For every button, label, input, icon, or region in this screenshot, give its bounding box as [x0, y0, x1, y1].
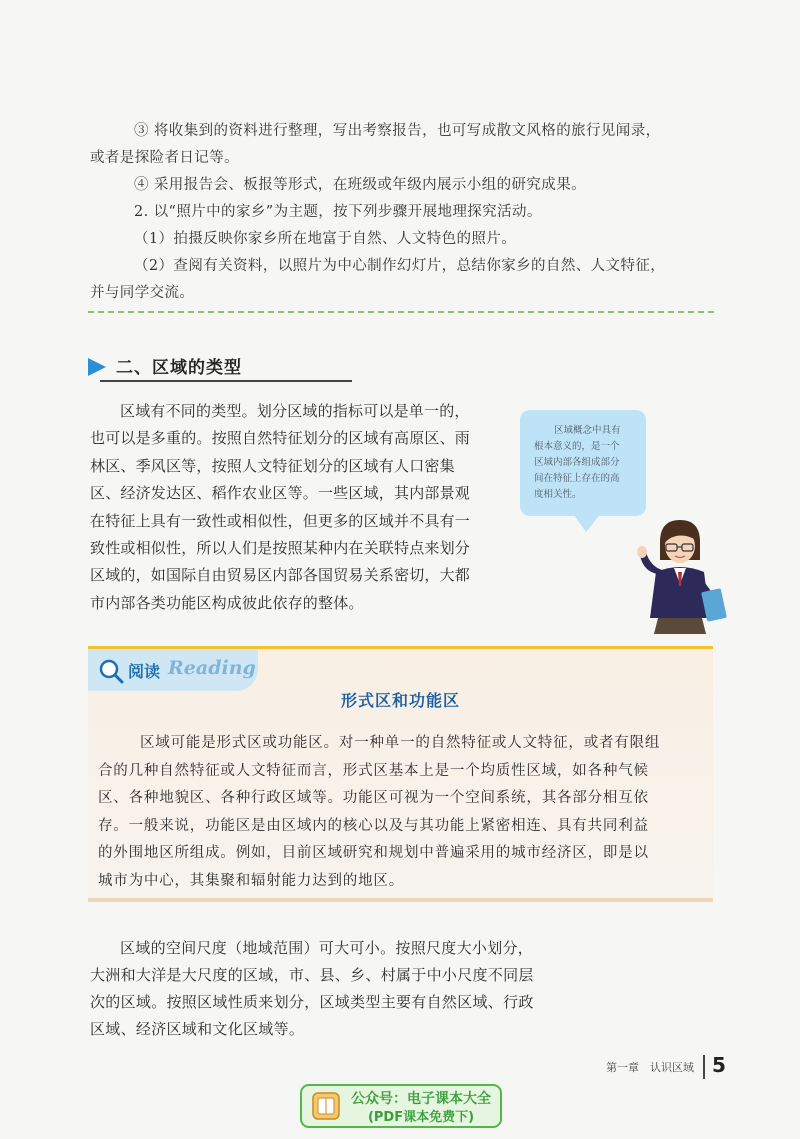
callout-line: 区域概念中具有 [554, 425, 621, 436]
footer-divider [703, 1055, 705, 1079]
activity-line: （1）拍摄反映你家乡所在地富于自然、人文特色的照片。 [134, 231, 517, 247]
reading-line: 区域可能是形式区或功能区。对一种单一的自然特征或人文特征，或者有限组 [140, 735, 661, 751]
chapter-label: 第一章 认识区域 [606, 1061, 694, 1074]
reading-line: 合的几种自然特征或人文特征而言，形式区基本上是一个均质性区域，如各种气候 [98, 762, 649, 779]
reading-line: 城市为中心，其集聚和辐射能力达到的地区。 [98, 872, 404, 889]
paragraph-line: 市内部各类功能区构成彼此依存的整体。 [90, 595, 364, 612]
activity-line: 2. 以“照片中的家乡”为主题，按下列步骤开展地理探究活动。 [134, 204, 542, 220]
activity-line: 并与同学交流。 [90, 285, 195, 301]
callout-text [534, 423, 636, 503]
callout-tail [572, 512, 602, 532]
reading-tab [88, 649, 258, 691]
activity-line: ④ 采用报告会、板报等形式，在班级或年级内展示小组的研究成果。 [134, 177, 587, 193]
reading-line: 存。一般来说，功能区是由区域内的核心以及与其功能上紧密相连、具有共同利益 [98, 817, 649, 834]
paragraph-line: 致性或相似性，所以人们是按照某种内在关联特点来划分 [90, 540, 471, 557]
paragraph-line: 也可以是多重的。按照自然特征划分的区域有高原区、雨 [90, 431, 471, 448]
reading-label-cn: 阅读 [128, 662, 161, 681]
reading-label-en: Reading [168, 657, 256, 679]
section-divider [88, 311, 714, 313]
paragraph-line: 大洲和大洋是大尺度的区域，市、县、乡、村属于中小尺度不同层 [90, 968, 534, 984]
book-icon [310, 1090, 342, 1122]
paragraph-line: 区、经济发达区、稻作农业区等。一些区域，其内部景观 [90, 486, 471, 503]
reading-line: 的外围地区所组成。例如，目前区域研究和规划中普遍采用的城市经济区，即是以 [98, 845, 649, 862]
activity-line: 或者是探险者日记等。 [90, 150, 239, 166]
activity-line: ③ 将收集到的资料进行整理，写出考察报告，也可写成散文风格的旅行见闻录， [134, 123, 661, 139]
reading-line: 区、各种地貌区、各种行政区域等。功能区可视为一个空间系统，其各部分相互依 [98, 790, 649, 807]
callout-line: 间在特征上存在的高 [534, 473, 620, 484]
heading-underline [100, 380, 352, 382]
watermark-line: (PDF课本免费下) [367, 1110, 475, 1125]
spatial-scale-paragraph [90, 936, 570, 1044]
section-heading-text: 二、区域的类型 [116, 358, 242, 378]
reading-box [88, 646, 713, 902]
reading-bottom-border [88, 898, 713, 902]
paragraph-line: 次的区域。按照区域性质来划分，区域类型主要有自然区域、行政 [90, 995, 534, 1011]
magnifier-icon [98, 658, 124, 684]
callout-line: 度相关性。 [534, 489, 582, 500]
paragraph-line: 区域、经济区域和文化区域等。 [90, 1022, 305, 1038]
paragraph-line: 区域有不同的类型。划分区域的指标可以是单一的， [120, 404, 470, 420]
callout-line: 区域内部各组成部分 [534, 457, 620, 468]
callout-line: 根本意义的，是一个 [534, 441, 620, 452]
triangle-marker-icon [88, 358, 106, 376]
activity-line: （2）查阅有关资料，以照片为中心制作幻灯片，总结你家乡的自然、人文特征， [134, 258, 666, 274]
paragraph-line: 在特征上具有一致性或相似性，但更多的区域并不具有一 [90, 513, 471, 530]
region-types-paragraph [90, 399, 510, 618]
activity-steps [90, 118, 710, 307]
teacher-illustration [620, 514, 730, 634]
page-number: 5 [712, 1053, 726, 1077]
reading-title: 形式区和功能区 [340, 691, 460, 710]
paragraph-line: 林区、季风区等，按照人文特征划分的区域有人口密集 [90, 458, 455, 475]
section-heading [88, 352, 278, 384]
callout-bubble [520, 410, 646, 516]
watermark-badge [300, 1084, 502, 1128]
watermark-line: 公众号：电子课本大全 [351, 1091, 491, 1107]
reading-body [98, 730, 708, 896]
paragraph-line: 区域的，如国际自由贸易区内部各国贸易关系密切，大都 [90, 568, 471, 585]
paragraph-line: 区域的空间尺度（地域范围）可大可小。按照尺度大小划分， [120, 941, 534, 957]
